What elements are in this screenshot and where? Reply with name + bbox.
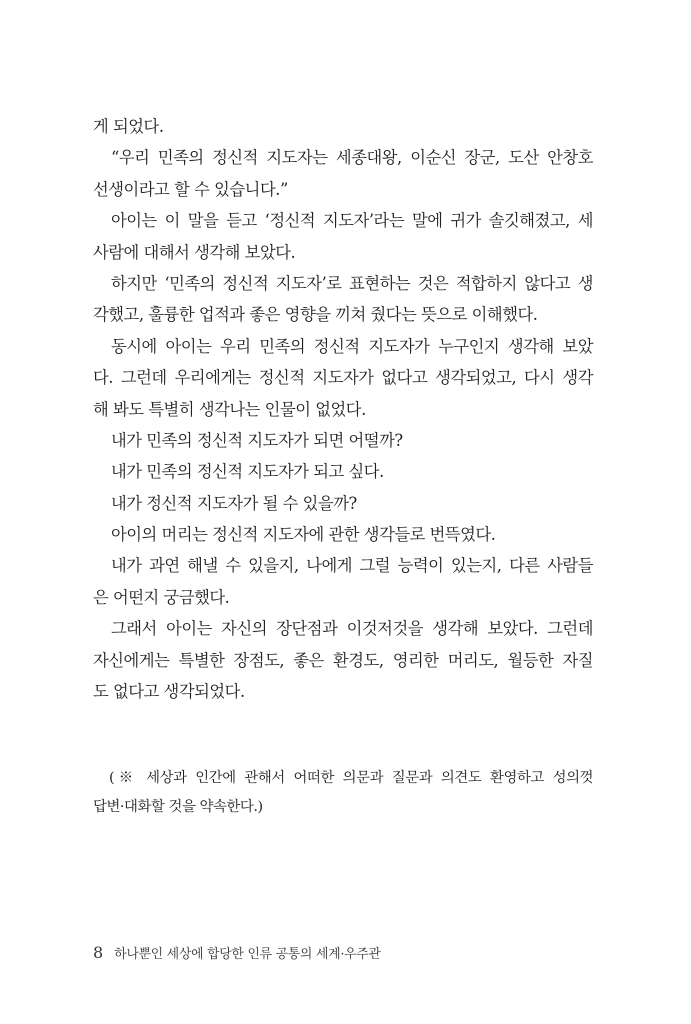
- text-line: 각했고, 훌륭한 업적과 좋은 영향을 끼쳐 줬다는 뜻으로 이해했다.: [93, 305, 538, 325]
- body-text: [93, 111, 593, 707]
- running-title: 하나뿐인 세상에 합당한 인류 공통의 세계·우주관: [114, 947, 381, 962]
- text-line: 다. 그런데 우리에게는 정신적 지도자가 없다고 생각되었고, 다시 생각: [93, 368, 593, 388]
- author-note: [93, 764, 593, 822]
- text-line: 게 되었다.: [93, 117, 164, 136]
- text-line: 동시에 아이는 우리 민족의 정신적 지도자가 누구인지 생각해 보았: [111, 336, 593, 356]
- text-line: 그래서 아이는 자신의 장단점과 이것저것을 생각해 보았다. 그런데: [111, 619, 593, 639]
- page-footer: [93, 941, 381, 965]
- text-line: 내가 과연 해낼 수 있을지, 나에게 그럴 능력이 있는지, 다른 사람들: [111, 556, 593, 576]
- text-line: 아이의 머리는 정신적 지도자에 관한 생각들로 번뜩였다.: [111, 525, 496, 545]
- text-line: 해 봐도 특별히 생각나는 인물이 없었다.: [93, 399, 366, 419]
- text-line: 내가 정신적 지도자가 될 수 있을까?: [111, 493, 357, 513]
- text-line: 내가 민족의 정신적 지도자가 되면 어떨까?: [111, 430, 403, 450]
- note-line: 답변·대화할 것을 약속한다.): [93, 799, 263, 815]
- text-line: “우리 민족의 정신적 지도자는 세종대왕, 이순신 장군, 도산 안창호: [111, 148, 593, 168]
- text-line: 하지만 ‘민족의 정신적 지도자’로 표현하는 것은 적합하지 않다고 생: [111, 273, 593, 293]
- text-line: 선생이라고 할 수 있습니다.”: [93, 179, 288, 199]
- text-line: 내가 민족의 정신적 지도자가 되고 싶다.: [111, 462, 384, 482]
- text-line: 도 없다고 생각되었다.: [93, 682, 245, 702]
- text-line: 아이는 이 말을 듣고 ‘정신적 지도자’라는 말에 귀가 솔깃해졌고, 세: [111, 211, 593, 231]
- text-line: 은 어떤지 궁금했다.: [93, 587, 230, 607]
- text-line: 사람에 대해서 생각해 보았다.: [93, 242, 296, 262]
- note-line: (※ 세상과 인간에 관해서 어떠한 의문과 질문과 의견도 환영하고 성의껏: [109, 770, 593, 786]
- page-number: 8: [93, 943, 104, 962]
- text-line: 자신에게는 특별한 장점도, 좋은 환경도, 영리한 머리도, 월등한 자질: [93, 650, 593, 670]
